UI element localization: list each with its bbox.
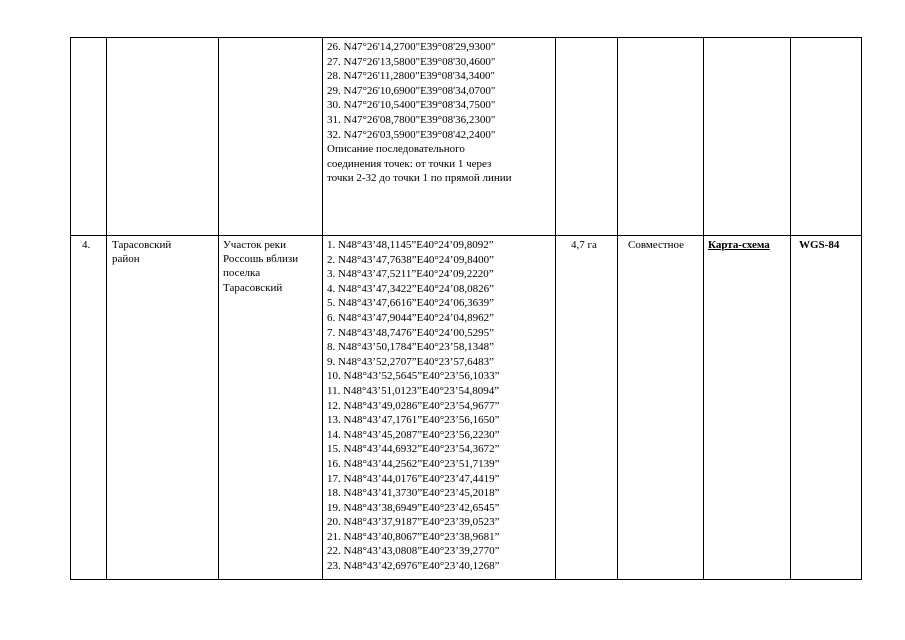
coordinate-line: 10. N48°43’52,5645”E40°23’56,1033”	[327, 370, 500, 383]
coordinate-line: 19. N48°43’38,6949”E40°23’42,6545”	[327, 501, 500, 514]
coordinate-line: 13. N48°43’47,1761”E40°23’56,1650”	[327, 414, 500, 427]
table-border-bottom	[70, 579, 862, 580]
column-divider	[106, 37, 107, 580]
district-line: Тарасовский	[112, 239, 172, 251]
coordinate-line: 22. N48°43’43,0808”E40°23’39,2770”	[327, 545, 500, 558]
column-divider	[861, 37, 862, 580]
coordinate-line: 21. N48°43’40,8067”E40°23’38,9681”	[327, 530, 500, 543]
row-divider	[70, 235, 862, 236]
coordinate-line: 31. N47°26'08,7800"E39°08'36,2300"	[327, 113, 496, 126]
coordinate-line: 5. N48°43’47,6616”E40°24’06,3639”	[327, 297, 495, 310]
location-description	[223, 238, 298, 295]
coordinate-line: 27. N47°26'13,5800"E39°08'30,4600"	[327, 55, 496, 68]
column-divider	[322, 37, 323, 580]
coordinate-line: 14. N48°43’45,2087”E40°23’56,2230”	[327, 428, 500, 441]
coordinate-line: 28. N47°26'11,2800"E39°08'34,3400"	[327, 70, 495, 83]
coordinate-line: 32. N47°26'03,5900"E39°08'42,2400"	[327, 128, 496, 141]
location-line: Россошь вблизи	[223, 253, 299, 266]
coordinate-line: 20. N48°43’37,9187”E40°23’39,0523”	[327, 516, 500, 529]
coordinate-line: 2. N48°43’47,7638”E40°24’09,8400”	[327, 253, 495, 266]
district-line: район	[112, 253, 140, 266]
map-scheme-link[interactable]: Карта-схема	[708, 239, 770, 251]
row-number: 4.	[82, 239, 91, 251]
location-line: Участок реки	[223, 239, 286, 251]
coordinate-line: 4. N48°43’47,3422”E40°24’08,0826”	[327, 282, 495, 295]
coordinate-line: 7. N48°43’48,7476”E40°24’00,5295”	[327, 326, 495, 339]
coordinate-line: 12. N48°43’49,0286”E40°23’54,9677”	[327, 399, 500, 412]
column-divider	[70, 37, 71, 580]
coordinate-line: 30. N47°26'10,5400"E39°08'34,7500"	[327, 99, 496, 112]
column-divider	[790, 37, 791, 580]
area-value: 4,7 га	[571, 239, 597, 251]
coordinate-line: 29. N47°26'10,6900"E39°08'34,0700"	[327, 84, 496, 97]
usage-type: Совместное	[628, 239, 685, 251]
description-line: соединения точек: от точки 1 через	[327, 157, 492, 170]
coordinate-line: 16. N48°43’44,2562”E40°23’51,7139”	[327, 457, 500, 470]
coordinate-line: 26. N47°26'14,2700"E39°08'29,9300"	[327, 41, 496, 53]
coordinate-line: 11. N48°43’51,0123”E40°23’54,8094”	[327, 384, 500, 397]
coordinates-list	[327, 40, 512, 185]
coordinate-line: 23. N48°43’42,6976”E40°23’40,1268”	[327, 560, 500, 573]
coordinate-line: 18. N48°43’41,3730”E40°23’45,2018”	[327, 487, 500, 500]
coordinate-line: 15. N48°43’44,6932”E40°23’54,3672”	[327, 443, 500, 456]
coordinate-line: 9. N48°43’52,2707”E40°23’57,6483”	[327, 355, 495, 368]
description-line: Описание последовательного	[327, 143, 465, 156]
coordinate-system: WGS-84	[799, 239, 840, 251]
coordinates-table	[70, 37, 862, 580]
column-divider	[703, 37, 704, 580]
coordinates-list	[327, 238, 500, 574]
column-divider	[617, 37, 618, 580]
description-line: точки 2-32 до точки 1 по прямой линии	[327, 172, 512, 185]
connection-description	[327, 142, 512, 185]
coordinate-line: 6. N48°43’47,9044”E40°24’04,8962”	[327, 311, 495, 324]
table-border-top	[70, 37, 862, 38]
district-name	[112, 238, 171, 266]
coordinate-line: 3. N48°43’47,5211”E40°24’09,2220”	[327, 268, 494, 281]
column-divider	[218, 37, 219, 580]
location-line: Тарасовский	[223, 281, 283, 294]
coordinate-line: 8. N48°43’50,1784”E40°23’58,1348”	[327, 341, 495, 354]
coordinate-line: 1. N48°43’48,1145”E40°24’09,8092”	[327, 239, 494, 251]
column-divider	[555, 37, 556, 580]
location-line: поселка	[223, 267, 261, 280]
coordinate-line: 17. N48°43’44,0176”E40°23’47,4419”	[327, 472, 500, 485]
